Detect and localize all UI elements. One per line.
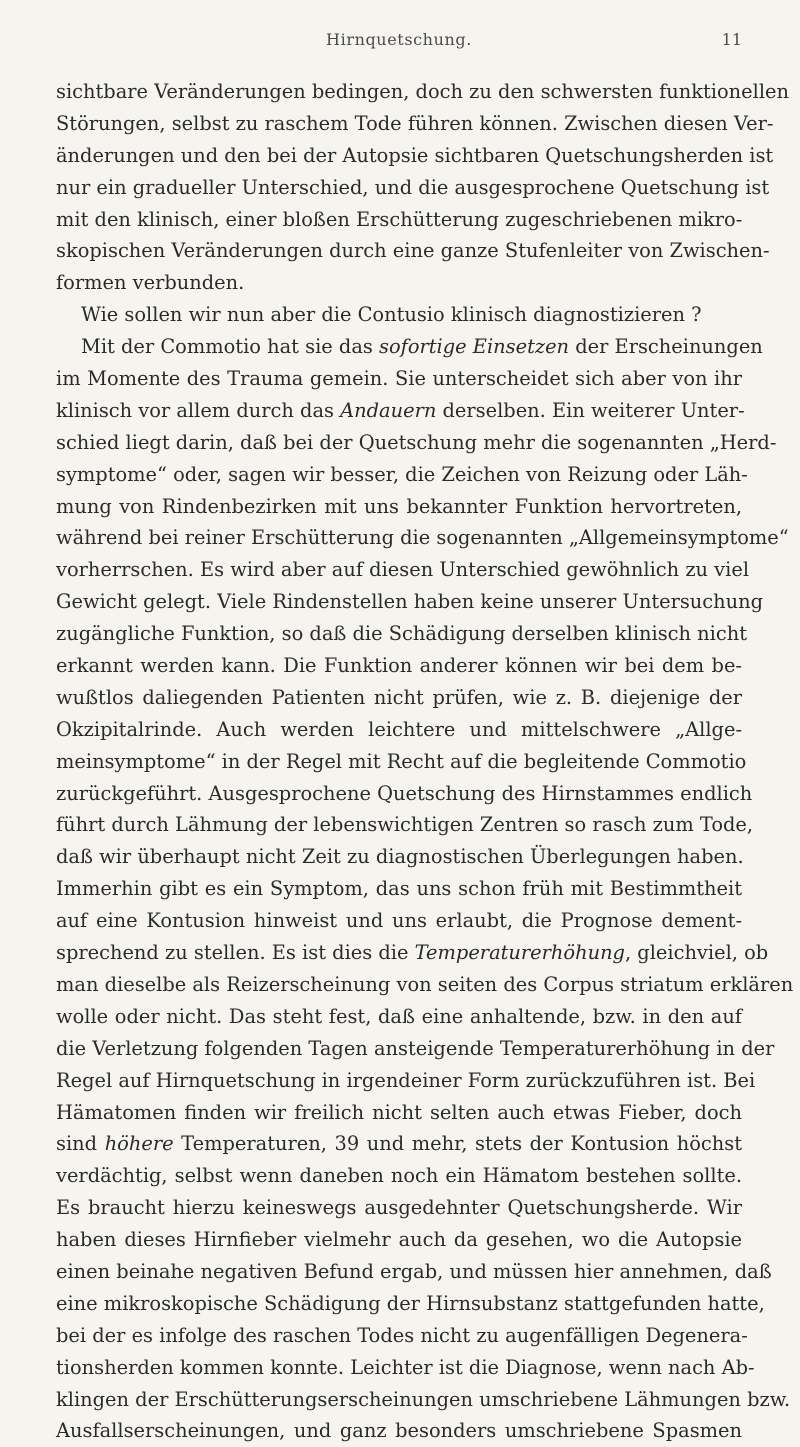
text-segment: Ausfallserscheinungen, und ganz besonders umschriebene Spasmen	[56, 1419, 742, 1443]
text-segment: im Momente des Trauma gemein. Sie unterscheidet sich aber von ihr	[56, 367, 742, 391]
text-segment: zurückgeführt. Ausgesprochene Quetschung des Hirnstammes endlich	[56, 781, 753, 805]
text-line	[56, 746, 747, 778]
body-text	[56, 76, 794, 1447]
text-line	[56, 1384, 791, 1416]
text-segment: wolle oder nicht. Das steht fest, daß eine anhaltende, bzw. in den auf	[56, 1004, 742, 1028]
text-segment: Wie sollen wir nun aber die Contusio klinisch diagnostizieren ?	[81, 303, 702, 327]
text-line	[56, 459, 748, 491]
text-line	[56, 554, 750, 586]
text-line	[56, 235, 770, 267]
text-segment: Gewicht gelegt. Viele Rindenstellen haben keine unserer Untersuchung	[56, 590, 764, 614]
text-segment: einen beinahe negativen Befund ergab, und müssen hier annehmen, daß	[56, 1259, 772, 1283]
text-line	[56, 905, 742, 937]
text-line	[56, 714, 742, 746]
text-segment: , gleichviel, ob	[624, 941, 769, 965]
text-line	[56, 1192, 742, 1224]
text-line	[56, 1065, 756, 1097]
italic-emphasis: Temperaturerhöhung	[414, 941, 625, 965]
text-line	[56, 108, 774, 140]
text-segment: änderungen und den bei der Autopsie sichtbaren Quetschungsherden ist	[56, 143, 774, 167]
text-line	[56, 650, 742, 682]
text-segment: die Verletzung folgenden Tagen ansteigende Temperaturerhöhung in der	[56, 1036, 775, 1060]
text-line	[56, 1160, 742, 1192]
text-segment: wußtlos daliegenden Patienten nicht prüfen, wie z. B. diejenige der	[56, 685, 742, 709]
text-segment: man dieselbe als Reizerscheinung von seiten des Corpus striatum erklären	[56, 972, 794, 996]
text-segment: sichtbare Veränderungen bedingen, doch zu den schwersten funktionellen	[56, 80, 789, 103]
text-line	[56, 172, 770, 204]
text-segment: während bei reiner Erschütterung die sogenannten „Allgemeinsymptome“	[56, 526, 789, 550]
text-line	[56, 937, 769, 969]
text-line	[56, 618, 747, 650]
running-title: Hirnquetschung.	[326, 30, 472, 49]
text-line	[56, 427, 777, 459]
text-segment: meinsymptome“ in der Regel mit Recht auf die begleitende Commotio	[56, 749, 747, 773]
text-segment: vorherrschen. Es wird aber auf diesen Unterschied gewöhnlich zu viel	[56, 558, 750, 582]
text-line	[56, 1033, 775, 1065]
text-line	[56, 204, 742, 236]
text-line	[56, 873, 742, 905]
text-segment: Hämatomen finden wir freilich nicht selten auch etwas Fieber, doch	[56, 1100, 742, 1124]
text-segment: eine mikroskopische Schädigung der Hirnsubstanz stattgefunden hatte,	[56, 1291, 765, 1315]
italic-emphasis: sofortige Einsetzen	[379, 335, 570, 359]
text-segment: Störungen, selbst zu raschem Tode führen können. Zwischen diesen Ver-	[56, 111, 774, 135]
text-line	[56, 841, 742, 873]
text-line	[56, 1001, 742, 1033]
text-segment: auf eine Kontusion hinweist und uns erlaubt, die Prognose dement-	[56, 909, 742, 933]
text-segment: sind	[56, 1132, 105, 1156]
text-line	[56, 1128, 742, 1160]
text-segment: skopischen Veränderungen durch eine ganze Stufenleiter von Zwischen-	[56, 239, 770, 263]
text-line	[56, 76, 789, 108]
text-segment: schied liegt darin, daß bei der Quetschung mehr die sogenannten „Herd-	[56, 430, 777, 454]
text-line	[56, 1320, 748, 1352]
text-line	[56, 1256, 772, 1288]
text-segment: nur ein gradueller Unterschied, und die ausgesprochene Quetschung ist	[56, 175, 770, 199]
text-segment: Temperaturen, 39 und mehr, stets der Kontusion höchst	[173, 1132, 743, 1156]
text-segment: daß wir überhaupt nicht Zeit zu diagnostischen Überlegungen haben.	[56, 845, 744, 869]
text-line	[56, 299, 742, 331]
italic-emphasis: höhere	[104, 1132, 174, 1156]
italic-emphasis: Andauern	[340, 398, 437, 422]
text-segment: der Erscheinungen	[569, 335, 763, 359]
text-segment: klingen der Erschütterungserscheinungen umschriebene Lähmungen bzw.	[56, 1387, 791, 1411]
text-segment: Mit der Commotio hat sie das	[81, 335, 380, 359]
text-segment: mit den klinisch, einer bloßen Erschütterung zugeschriebenen mikro-	[56, 207, 743, 231]
text-line	[56, 1415, 742, 1447]
text-line	[56, 1288, 765, 1320]
text-line	[56, 778, 753, 810]
text-segment: bei der es infolge des raschen Todes nicht zu augenfälligen Degenera-	[56, 1323, 748, 1347]
text-segment: derselben. Ein weiterer Unter-	[436, 398, 745, 422]
text-line	[56, 267, 742, 299]
text-segment: formen verbunden.	[56, 271, 245, 295]
text-line	[56, 522, 789, 554]
text-line	[56, 1352, 755, 1384]
text-line	[56, 682, 742, 714]
text-segment: Immerhin gibt es ein Symptom, das uns schon früh mit Bestimmtheit	[56, 877, 742, 901]
text-line	[56, 363, 742, 395]
page-number: 11	[721, 30, 742, 49]
text-segment: symptome“ oder, sagen wir besser, die Zeichen von Reizung oder Läh-	[56, 462, 748, 486]
text-line	[56, 969, 794, 1001]
text-line	[56, 491, 742, 523]
text-segment: zugängliche Funktion, so daß die Schädigung derselben klinisch nicht	[56, 622, 747, 646]
text-segment: Regel auf Hirnquetschung in irgendeiner Form zurückzuführen ist. Bei	[56, 1068, 756, 1092]
text-segment: haben dieses Hirnfieber vielmehr auch da gesehen, wo die Autopsie	[56, 1228, 742, 1252]
text-segment: klinisch vor allem durch das	[56, 398, 341, 422]
page-header	[56, 30, 742, 54]
text-line	[56, 586, 764, 618]
text-line	[56, 140, 774, 172]
text-line	[56, 1224, 742, 1256]
text-segment: Okzipitalrinde. Auch werden leichtere und mittelschwere „Allge-	[56, 717, 742, 741]
text-segment: tionsherden kommen konnte. Leichter ist die Diagnose, wenn nach Ab-	[56, 1355, 755, 1379]
text-segment: sprechend zu stellen. Es ist dies die	[56, 941, 415, 965]
text-line	[56, 1097, 742, 1129]
text-segment: führt durch Lähmung der lebenswichtigen Zentren so rasch zum Tode,	[56, 813, 754, 837]
text-line	[56, 809, 754, 841]
text-segment: mung von Rindenbezirken mit uns bekannter Funktion hervortreten,	[56, 494, 742, 518]
text-line	[56, 331, 763, 363]
text-segment: verdächtig, selbst wenn daneben noch ein Hämatom bestehen sollte.	[56, 1164, 742, 1188]
text-segment: Es braucht hierzu keineswegs ausgedehnter Quetschungsherde. Wir	[56, 1196, 742, 1220]
text-line	[56, 395, 745, 427]
text-segment: erkannt werden kann. Die Funktion anderer können wir bei dem be-	[56, 654, 742, 678]
